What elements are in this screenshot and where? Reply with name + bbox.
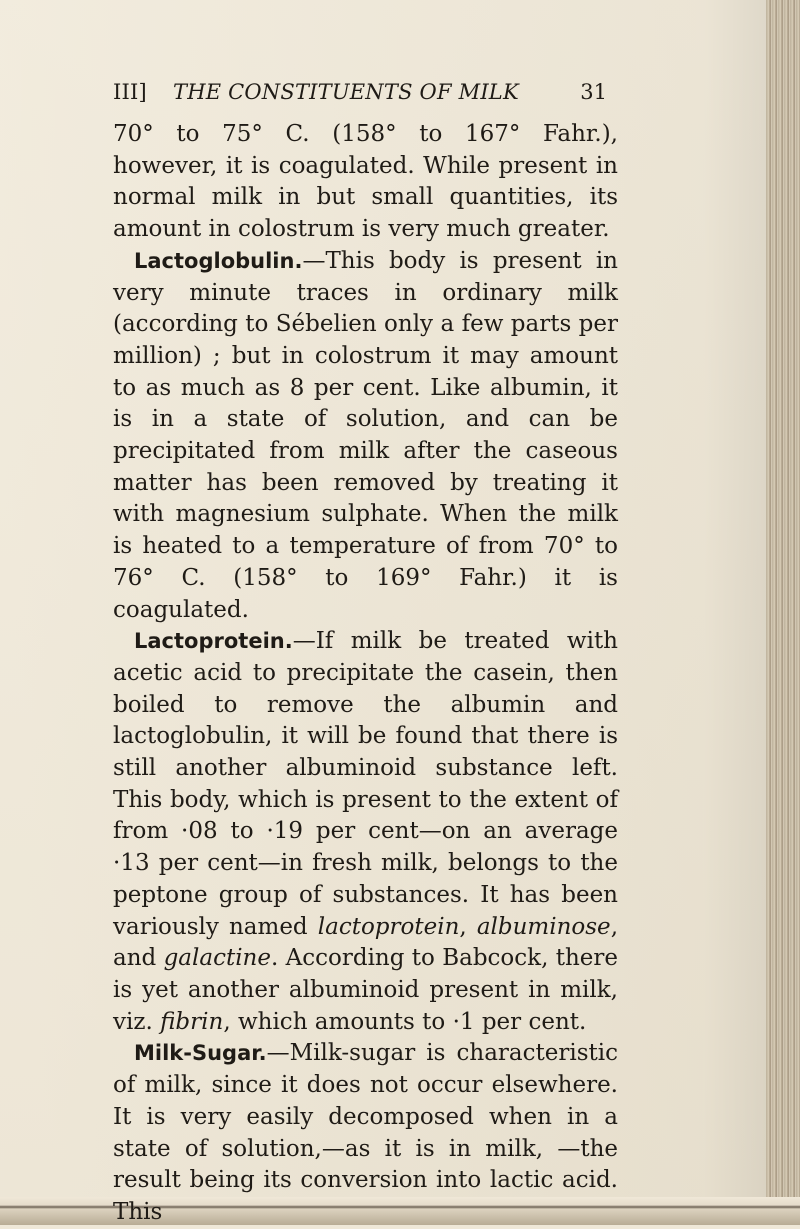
paragraph-text: —Milk-sugar is characteristic of milk, since it does not occur elsewhere. It is very easily decomposed when in a state of solution,—as it is in milk, —the result being its conversion into lactic acid. This	[113, 1040, 618, 1225]
page-edge-right	[766, 0, 800, 1225]
paragraph-text: , which amounts to ·1 per cent.	[223, 1008, 587, 1035]
paragraph-text: 70° to 75° C. (158° to 167° Fahr.), however, it is coagulated. While present in normal milk in but small quantities, its amount in colostrum is very much greater.	[113, 121, 618, 243]
paragraph-lactoprotein	[113, 626, 618, 1038]
italic-term: lactoprotein	[317, 913, 460, 940]
separator-text: ,	[459, 913, 477, 940]
page-number: 31	[580, 80, 607, 104]
separator-text: , and	[113, 913, 618, 972]
paragraph-lactoglobulin	[113, 246, 618, 626]
paragraph-text: —If milk be treated with acetic acid to precipitate the casein, then boiled to remove the albumin and lactoglobulin, it will be found that there is still another albuminoid substance left. This body, which is present to the extent of from ·08 to ·19 per cent—on an average ·13 per cent—in fresh milk, belongs to the peptone group of substances. It has been variously named	[113, 628, 618, 940]
italic-term: albuminose	[476, 913, 611, 940]
italic-term: galactine	[163, 945, 271, 972]
section-heading: Milk-Sugar.	[134, 1041, 267, 1066]
italic-term: fibrin	[160, 1008, 224, 1035]
body-text	[113, 119, 618, 1229]
paragraph-milk-sugar	[113, 1038, 618, 1228]
chapter-number: III]	[113, 80, 147, 104]
section-heading: Lactoprotein.	[134, 629, 293, 654]
chapter-title: THE CONSTITUENTS OF MILK	[173, 80, 519, 104]
section-heading: Lactoglobulin.	[134, 248, 303, 273]
running-head	[113, 78, 607, 106]
paragraph-text: . According to Babcock, there is yet another albuminoid present in milk, viz.	[113, 945, 618, 1035]
paragraph-text: —This body is present in very minute traces in ordinary milk (according to Sébelien only a few parts per million) ; but in colostrum it may amount to as much as 8 per cent. Like albumin, it is in a state of solution, and can be precipitated from milk after the caseous matter has been removed by treating it with magnesium sulphate. When the milk is heated to a temperature of from 70° to 76° C. (158° to 169° Fahr.) it is coagulated.	[113, 247, 618, 623]
paragraph-continued	[113, 119, 618, 246]
